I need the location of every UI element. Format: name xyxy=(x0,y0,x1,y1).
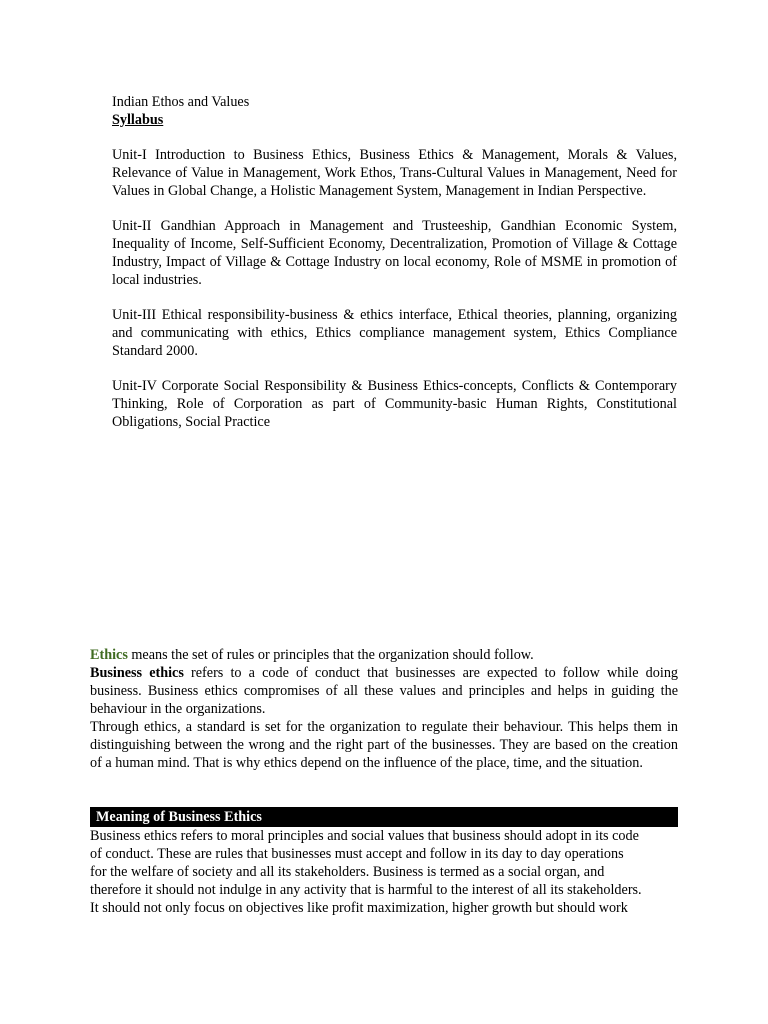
ethics-definition-text: means the set of rules or principles that the organization should follow. xyxy=(127,647,534,663)
meaning-line: of conduct. These are rules that businesses must accept and follow in its day to day operations xyxy=(90,846,624,862)
meaning-line: therefore it should not indulge in any activity that is harmful to the interest of all its stakeholders. xyxy=(90,882,642,898)
meaning-heading-bar: Meaning of Business Ethics xyxy=(90,807,678,827)
meaning-line: It should not only focus on objectives like profit maximization, higher growth but should work xyxy=(90,900,628,916)
unit-1-paragraph: Unit-I Introduction to Business Ethics, Business Ethics & Management, Morals & Values, Relevance of Value in Management, Work Ethos, Trans-Cultural Values in Management, Need for Values in Global Change, a Holistic Management System, Management in Indian Perspective. xyxy=(112,147,677,199)
unit-2-paragraph: Unit-II Gandhian Approach in Management and Trusteeship, Gandhian Economic System, Inequality of Income, Self-Sufficient Economy, Decentralization, Promotion of Village & Cottage Industry, Impact of Village & Cottage Industry on local economy, Role of MSME in promotion of local industries. xyxy=(112,218,677,288)
meaning-line: Business ethics refers to moral principles and social values that business should adopt in its code xyxy=(90,828,639,844)
business-ethics-term: Business ethics xyxy=(90,665,184,681)
business-ethics-definition xyxy=(90,664,678,718)
meaning-line: for the welfare of society and all its stakeholders. Business is termed as a social organ, and xyxy=(90,864,605,880)
unit-4-paragraph: Unit-IV Corporate Social Responsibility & Business Ethics-concepts, Conflicts & Contemporary Thinking, Role of Corporation as part of Community-basic Human Rights, Constitutional Obligations, Social Practice xyxy=(112,378,677,430)
meaning-paragraph xyxy=(90,827,678,917)
unit-3-paragraph: Unit-III Ethical responsibility-business & ethics interface, Ethical theories, planning, organizing and communicating with ethics, Ethics compliance management system, Ethics Compliance Standard 2000. xyxy=(112,307,677,359)
meaning-section xyxy=(90,807,678,917)
through-ethics-paragraph: Through ethics, a standard is set for the organization to regulate their behaviour. This helps them in distinguishing between the wrong and the right part of the businesses. They are based on the creation of a human mind. That is why ethics depend on the influence of the place, time, and the situation. xyxy=(90,719,678,771)
syllabus-section xyxy=(112,93,677,431)
ethics-definition xyxy=(90,646,678,664)
syllabus-heading: Syllabus xyxy=(112,112,164,128)
ethics-term: Ethics xyxy=(90,647,128,663)
ethics-definition-section xyxy=(90,646,678,772)
business-ethics-definition-text: refers to a code of conduct that businesses are expected to follow while doing business. Business ethics compromises of all these values and principles and helps in guiding the behaviour in the organizations. xyxy=(90,665,679,717)
document-title: Indian Ethos and Values xyxy=(112,94,250,110)
